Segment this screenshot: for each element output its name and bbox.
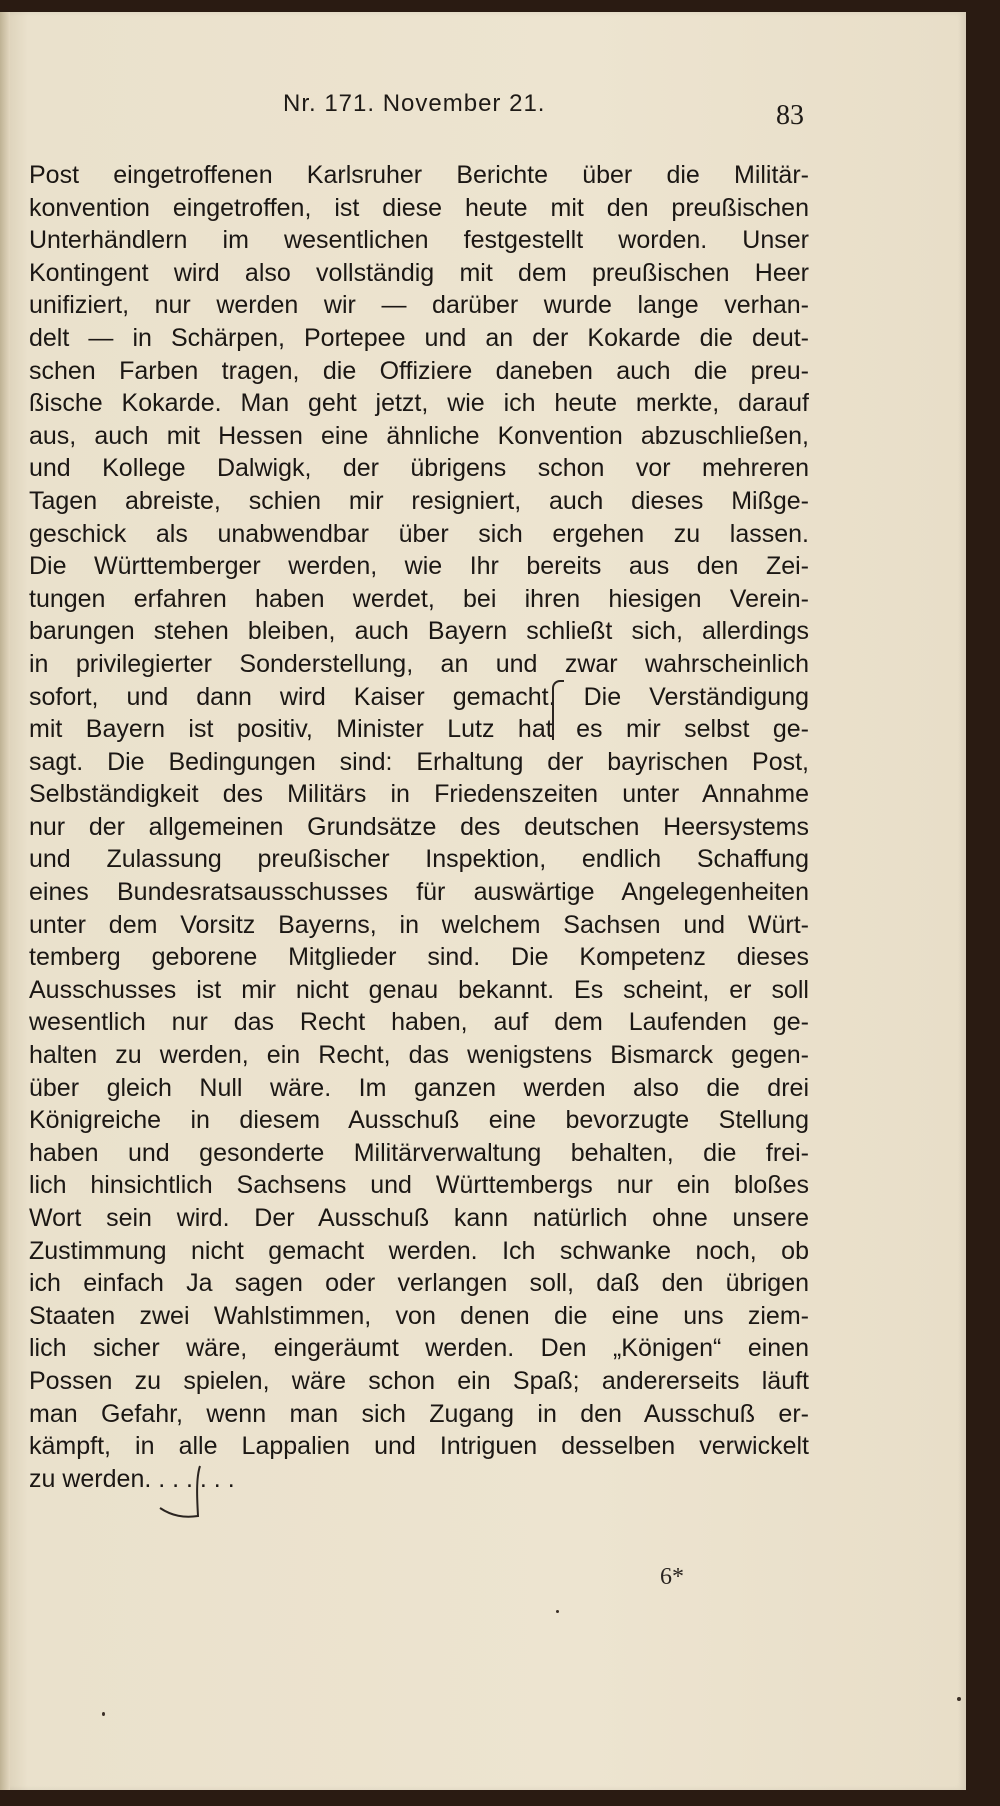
text-line: nur der allgemeinen Grundsätze des deutschen Heersystems [29,812,809,841]
text-line: man Gefahr, wenn man sich Zugang in den Ausschuß er- [29,1399,809,1428]
text-line: ßische Kokarde. Man geht jetzt, wie ich heute merkte, darauf [29,389,809,418]
book-page [0,12,966,1790]
page-number: 83 [776,100,804,131]
text-line: mit Bayern ist positiv, Minister Lutz hat es mir selbst ge- [29,715,809,744]
text-line: temberg geborene Mitglieder sind. Die Kompetenz dieses [29,943,809,972]
text-line: in privilegierter Sonderstellung, an und zwar wahrscheinlich [29,649,809,678]
pencil-bracket-close-mark [150,1464,206,1522]
text-line: unifiziert, nur werden wir — darüber wurde lange verhan- [29,291,809,320]
paper-speck [102,1712,105,1716]
text-line: eines Bundesratsausschusses für auswärtige Angelegenheiten [29,878,809,907]
text-line: Possen zu spielen, wäre schon ein Spaß; andererseits läuft [29,1366,809,1395]
body-text [29,159,809,1495]
text-line: geschick als unabwendbar über sich ergehen zu lassen. [29,519,809,548]
text-line: Staaten zwei Wahlstimmen, von denen die eine uns ziem- [29,1301,809,1330]
text-line: delt — in Schärpen, Portepee und an der Kokarde die deut- [29,323,809,352]
text-line: konvention eingetroffen, ist diese heute mit den preußischen [29,193,809,222]
pencil-bracket-open-mark [552,680,564,740]
text-line: zu werden. . . . . . . [29,1464,235,1493]
text-line: Zustimmung nicht gemacht werden. Ich schwanke noch, ob [29,1236,809,1265]
paper-speck [556,1610,559,1613]
running-head: Nr. 171. November 21. [283,90,546,117]
text-line: kämpft, in alle Lappalien und Intriguen desselben verwickelt [29,1432,809,1461]
text-line: Ausschusses ist mir nicht genau bekannt. Es scheint, er soll [29,975,809,1004]
text-line: halten zu werden, ein Recht, das wenigstens Bismarck gegen- [29,1041,809,1070]
text-line: Tagen abreiste, schien mir resigniert, auch dieses Mißge- [29,486,809,515]
text-line: Kontingent wird also vollständig mit dem preußischen Heer [29,258,809,287]
text-line: lich hinsichtlich Sachsens und Württembergs nur ein bloßes [29,1171,809,1200]
text-line: Königreiche in diesem Ausschuß eine bevorzugte Stellung [29,1106,809,1135]
text-line: sofort, und dann wird Kaiser gemacht. Die Verständigung [29,682,809,711]
text-line: unter dem Vorsitz Bayerns, in welchem Sachsen und Würt- [29,910,809,939]
text-line: ich einfach Ja sagen oder verlangen soll, daß den übrigen [29,1269,809,1298]
text-line: schen Farben tragen, die Offiziere daneben auch die preu- [29,356,809,385]
text-line: haben und gesonderte Militärverwaltung behalten, die frei- [29,1138,809,1167]
text-line: Die Württemberger werden, wie Ihr bereits aus den Zei- [29,552,809,581]
text-line: barungen stehen bleiben, auch Bayern schließt sich, allerdings [29,617,809,646]
text-line: lich sicher wäre, eingeräumt werden. Den „Königen“ einen [29,1334,809,1363]
text-line: sagt. Die Bedingungen sind: Erhaltung der bayrischen Post, [29,747,809,776]
text-line: tungen erfahren haben werdet, bei ihren hiesigen Verein- [29,584,809,613]
text-line: Unterhändlern im wesentlichen festgestellt worden. Unser [29,226,809,255]
text-line: und Kollege Dalwigk, der übrigens schon vor mehreren [29,454,809,483]
text-line: Selbständigkeit des Militärs in Friedenszeiten unter Annahme [29,780,809,809]
text-line: wesentlich nur das Recht haben, auf dem Laufenden ge- [29,1008,809,1037]
text-line: über gleich Null wäre. Im ganzen werden also die drei [29,1073,809,1102]
text-line: Wort sein wird. Der Ausschuß kann natürlich ohne unsere [29,1204,809,1232]
text-line: und Zulassung preußischer Inspektion, endlich Schaffung [29,845,809,874]
signature-mark: 6* [660,1564,684,1590]
page-gutter-shadow [0,12,10,1790]
text-line: aus, auch mit Hessen eine ähnliche Konvention abzuschließen, [29,421,809,450]
paper-speck [957,1697,961,1701]
text-line: Post eingetroffenen Karlsruher Berichte über die Militär- [29,161,809,189]
